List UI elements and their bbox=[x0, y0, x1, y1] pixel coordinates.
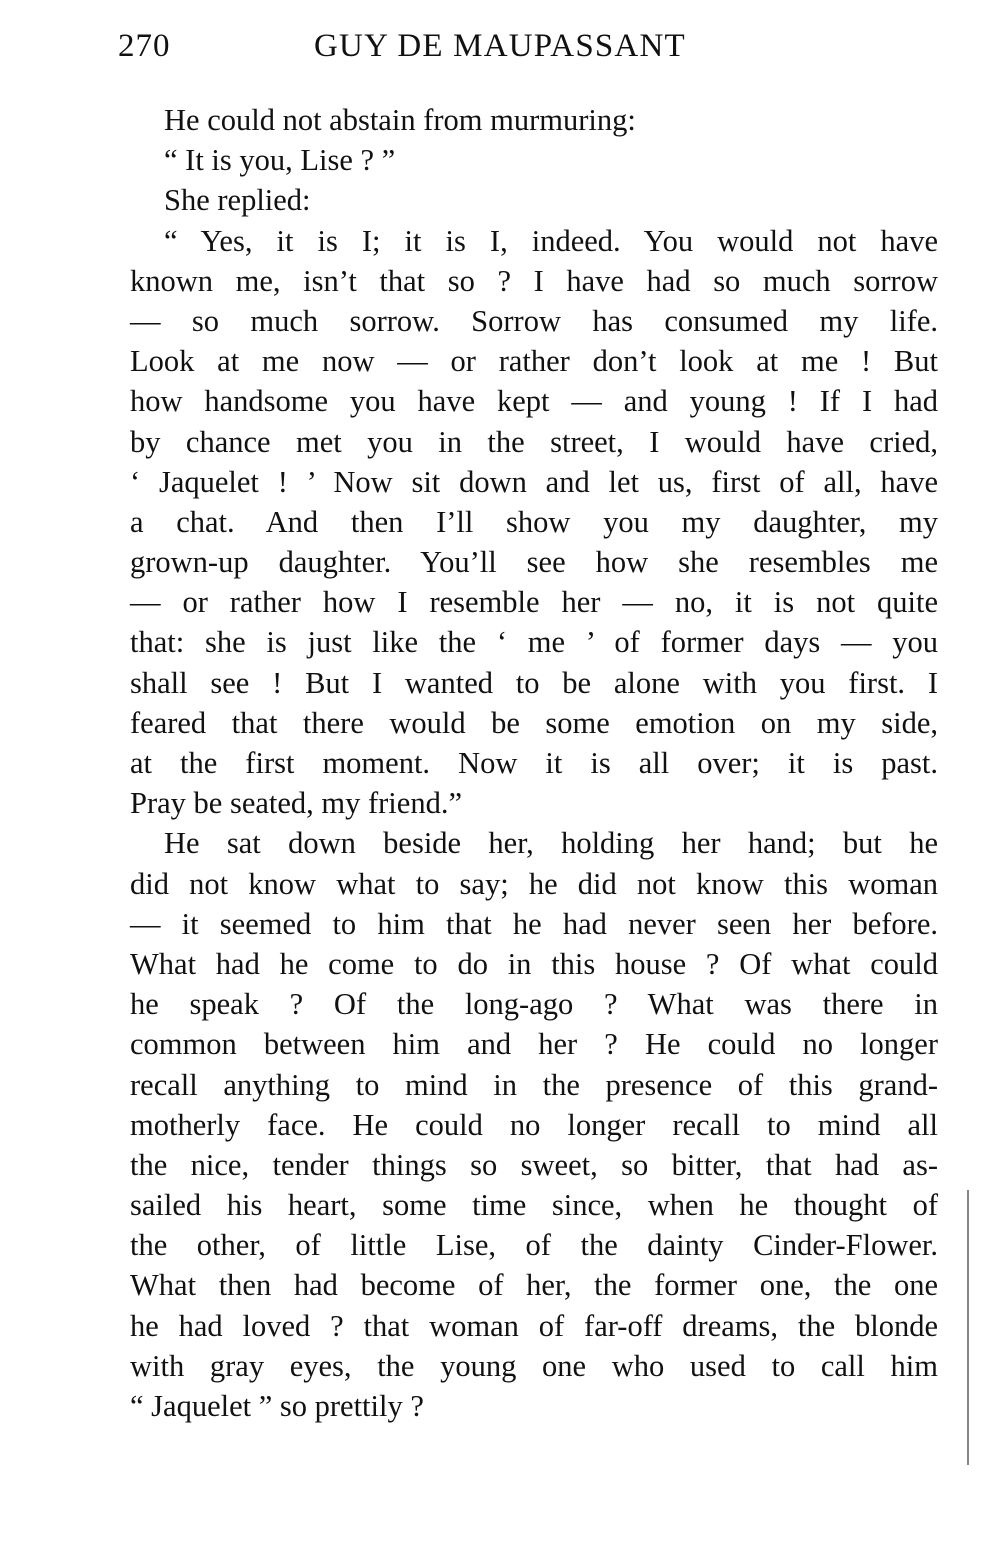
text-line: What then had become of her, the former one, the one bbox=[130, 1268, 938, 1303]
text-line: known me, isn’t that so ? I have had so much sorrow bbox=[130, 263, 938, 298]
running-head: GUY DE MAUPASSANT bbox=[314, 28, 686, 64]
page-number: 270 bbox=[118, 28, 171, 64]
text-line: recall anything to mind in the presence of this grand- bbox=[130, 1067, 938, 1102]
text-line: a chat. And then I’ll show you my daughter, my bbox=[130, 504, 938, 539]
text-line: Pray be seated, my friend.” bbox=[130, 786, 462, 821]
page-header bbox=[118, 28, 938, 78]
text-line: — it seemed to him that he had never seen her before. bbox=[130, 906, 938, 941]
text-line: he had loved ? that woman of far-off dreams, the blonde bbox=[130, 1308, 938, 1343]
text-line: Look at me now — or rather don’t look at me ! But bbox=[130, 344, 938, 379]
text-line: He sat down beside her, holding her hand; but he bbox=[164, 826, 938, 861]
text-line: with gray eyes, the young one who used to call him bbox=[130, 1348, 938, 1383]
text-line: shall see ! But I wanted to be alone with you first. I bbox=[130, 665, 938, 700]
text-line: ‘ Jaquelet ! ’ Now sit down and let us, first of all, have bbox=[130, 464, 938, 499]
text-line: — so much sorrow. Sorrow has consumed my life. bbox=[130, 303, 938, 338]
text-line: he speak ? Of the long-ago ? What was there in bbox=[130, 987, 938, 1022]
text-line: He could not abstain from murmuring: bbox=[164, 103, 636, 137]
text-line: the nice, tender things so sweet, so bitter, that had as- bbox=[130, 1147, 938, 1182]
text-line: by chance met you in the street, I would have cried, bbox=[130, 424, 938, 459]
text-line: “ Jaquelet ” so prettily ? bbox=[130, 1389, 424, 1423]
text-line: motherly face. He could no longer recall to mind all bbox=[130, 1107, 938, 1142]
body-text bbox=[130, 100, 938, 1426]
text-line: feared that there would be some emotion on my side, bbox=[130, 705, 938, 740]
text-line: “ It is you, Lise ? ” bbox=[164, 143, 396, 178]
binding-edge-mark bbox=[967, 1190, 969, 1465]
text-line: She replied: bbox=[164, 183, 311, 218]
text-line: how handsome you have kept — and young ! If I had bbox=[130, 384, 938, 419]
text-line: grown-up daughter. You’ll see how she resembles me bbox=[130, 545, 938, 580]
text-line: What had he come to do in this house ? Of what could bbox=[130, 946, 938, 981]
text-line: that: she is just like the ‘ me ’ of former days — you bbox=[130, 625, 938, 660]
text-line: sailed his heart, some time since, when he thought of bbox=[130, 1188, 938, 1223]
text-line: did not know what to say; he did not know this woman bbox=[130, 866, 938, 901]
text-line: the other, of little Lise, of the dainty Cinder-Flower. bbox=[130, 1228, 938, 1263]
text-line: — or rather how I resemble her — no, it is not quite bbox=[130, 585, 938, 620]
text-line: at the first moment. Now it is all over; it is past. bbox=[130, 746, 938, 780]
text-line: “ Yes, it is I; it is I, indeed. You would not have bbox=[164, 223, 938, 258]
text-line: common between him and her ? He could no longer bbox=[130, 1027, 938, 1062]
